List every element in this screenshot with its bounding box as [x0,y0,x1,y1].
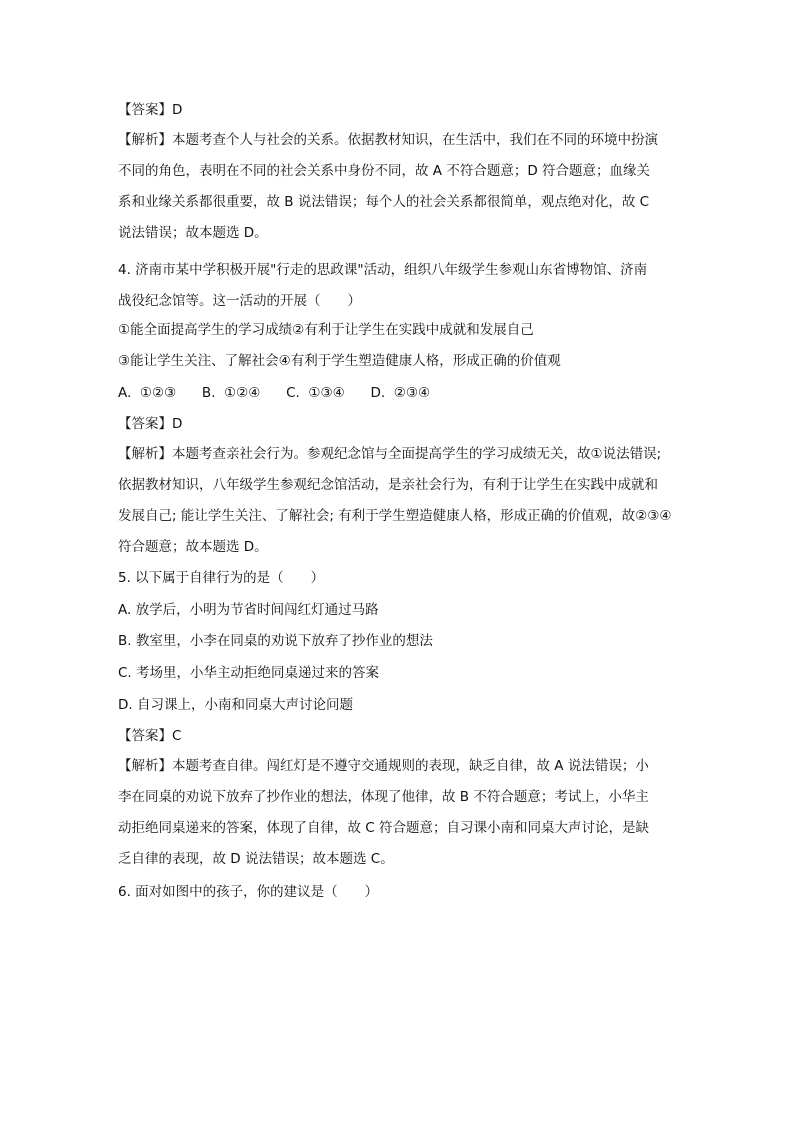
q3-analysis-line: 系和业缘关系都很重要，故 B 说法错误；每个人的社会关系都很简单，观点绝对化，故 C [118,194,650,210]
q4-analysis-line: 依据教材知识，八年级学生参观纪念馆活动，是亲社会行为，有利于让学生在实践中成就和 [118,477,658,493]
q5-analysis-line: 乏自律的表现，故 D 说法错误；故本题选 C。 [118,851,394,867]
q4-answer: 【答案】D [118,416,183,432]
q3-analysis-line: 不同的角色，表明在不同的社会关系中身份不同，故 A 不符合题意；D 符合题意；血缘关 [118,163,651,179]
q5-analysis-line: 【解析】本题考查自律。闯红灯是不遵守交通规则的表现，缺乏自律，故 A 说法错误；小 [118,758,649,774]
q4-statement: ③能让学生关注、了解社会④有利于学生塑造健康人格，形成正确的价值观 [118,353,561,369]
q4-analysis-line: 发展自己; 能让学生关注、了解社会; 有利于学生塑造健康人格，形成正确的价值观，故②③④ [118,508,672,524]
q4-options: A. ①②③ B. ①②④ C. ①③④ D. ②③④ [118,385,431,401]
q5-option-d: D. 自习课上，小南和同桌大声讨论问题 [118,697,353,713]
q5-option-c: C. 考场里，小华主动拒绝同桌递过来的答案 [118,665,380,681]
q5-option-b: B. 教室里，小李在同桌的劝说下放弃了抄作业的想法 [118,633,433,649]
q5-stem: 5. 以下属于自律行为的是（ ） [118,570,325,586]
q5-analysis-line: 李在同桌的劝说下放弃了抄作业的想法，体现了他律，故 B 不符合题意；考试上，小华主 [118,789,649,805]
q4-analysis-line: 【解析】本题考查亲社会行为。参观纪念馆与全面提高学生的学习成绩无关，故①说法错误; [118,446,662,462]
q4-analysis-line: 符合题意；故本题选 D。 [118,539,268,555]
q3-answer: 【答案】D [118,102,183,118]
q4-statement: ①能全面提高学生的学习成绩②有利于让学生在实践中成就和发展自己 [118,322,534,338]
q4-stem-line: 战役纪念馆等。这一活动的开展（ ） [118,293,361,309]
q6-stem: 6. 面对如图中的孩子，你的建议是（ ） [118,884,379,900]
q3-analysis-line: 【解析】本题考查个人与社会的关系。依据教材知识，在生活中，我们在不同的环境中扮演 [118,132,658,148]
q5-option-a: A. 放学后，小明为节省时间闯红灯通过马路 [118,602,379,618]
q3-analysis-line: 说法错误；故本题选 D。 [118,225,268,241]
q5-answer: 【答案】C [118,728,182,744]
q5-analysis [118,751,678,875]
q4-analysis [118,439,678,563]
q3-analysis [118,125,678,249]
q5-analysis-line: 动拒绝同桌递来的答案，体现了自律，故 C 符合题意；自习课小南和同桌大声讨论，是缺 [118,820,650,836]
q4-stem-line: 4. 济南市某中学积极开展"行走的思政课"活动，组织八年级学生参观山东省博物馆、济南 [118,262,648,278]
q4-stem [118,255,678,317]
